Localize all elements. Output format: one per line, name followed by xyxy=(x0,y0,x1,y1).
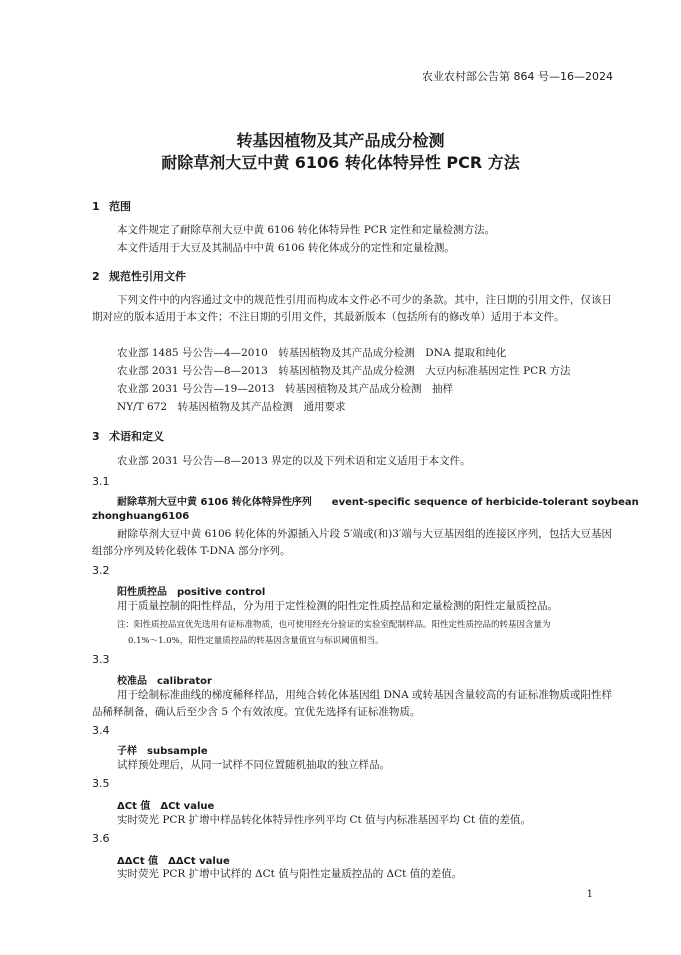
paragraph: 下列文件中的内容通过文中的规范性引用而构成本文件必不可少的条款。其中，注日期的引用文件，仅该日期对应的版本适用于本文件；不注日期的引用文件，其最新版本（包括所有的修改单）适用于本文件。 xyxy=(92,294,612,323)
subsection-number: 3.1 xyxy=(92,475,110,488)
section-title: 术语和定义 xyxy=(109,430,164,443)
section-number: 2 xyxy=(92,270,100,283)
section-2-heading xyxy=(92,268,186,284)
paragraph: 本文件适用于大豆及其制品中中黄 6106 转化体成分的定性和定量检测。 xyxy=(117,242,455,254)
note-line-2: 0.1%～1.0%，阳性定量质控品的转基因含量值宜与标识阈值相当。 xyxy=(128,636,384,646)
document-header: 农业农村部公告第 864 号—16—2024 xyxy=(422,70,613,83)
reference-item: NY/T 672 转基因植物及其产品检测 通用要求 xyxy=(117,401,346,413)
term-heading: ΔΔCt 值 ΔΔCt value xyxy=(117,856,230,867)
term-heading: 子样 subsample xyxy=(117,746,208,757)
term-heading: 耐除草剂大豆中黄 6106 转化体特异性序列 event-specific sequence of herbicide-tolerant soybean xyxy=(117,497,639,508)
term-heading: ΔCt 值 ΔCt value xyxy=(117,801,215,812)
subsection-number: 3.2 xyxy=(92,564,110,577)
definition: 实时荧光 PCR 扩增中试样的 ΔCt 值与阳性定量质控品的 ΔCt 值的差值。 xyxy=(117,868,463,880)
paragraph: 本文件规定了耐除草剂大豆中黄 6106 转化体特异性 PCR 定性和定量检测方法。 xyxy=(117,224,496,236)
section-title: 范围 xyxy=(109,200,131,213)
title-line-2: 耐除草剂大豆中黄 6106 转化体特异性 PCR 方法 xyxy=(161,153,520,172)
title-line-1: 转基因植物及其产品成分检测 xyxy=(236,131,445,150)
note-line-1: 注：阳性质控品宜优先选用有证标准物质，也可使用经充分验证的实验室配制样品。阳性定性质控品的转基因含量为 xyxy=(117,620,551,630)
term-heading: 阳性质控品 positive control xyxy=(117,587,266,598)
reference-item: 农业部 2031 号公告—8—2013 转基因植物及其产品成分检测 大豆内标准基因定性 PCR 方法 xyxy=(117,365,571,377)
section-1-heading xyxy=(92,198,131,214)
definition: 耐除草剂大豆中黄 6106 转化体的外源插入片段 5′端或(和)3′端与大豆基因组的连接区序列，包括大豆基因组部分序列及转化载体 T-DNA 部分序列。 xyxy=(92,528,612,557)
term-heading-continued: zhonghuang6106 xyxy=(92,511,190,522)
page-number: 1 xyxy=(586,889,593,900)
subsection-number: 3.6 xyxy=(92,832,110,845)
subsection-number: 3.3 xyxy=(92,653,110,666)
reference-item: 农业部 2031 号公告—19—2013 转基因植物及其产品成分检测 抽样 xyxy=(117,383,453,395)
subsection-number: 3.5 xyxy=(92,777,110,790)
definition: 用于绘制标准曲线的梯度稀释样品，用纯合转化体基因组 DNA 或转基因含量较高的有证标准物质或阳性样品稀释制备，确认后至少含 5 个有效浓度。宜优先选择有证标准物质。 xyxy=(92,689,612,718)
section-number: 1 xyxy=(92,200,100,213)
definition: 实时荧光 PCR 扩增中样品转化体特异性序列平均 Ct 值与内标准基因平均 Ct 值的差值。 xyxy=(117,814,532,826)
reference-item: 农业部 1485 号公告—4—2010 转基因植物及其产品成分检测 DNA 提取和纯化 xyxy=(117,347,507,359)
paragraph: 农业部 2031 号公告—8—2013 界定的以及下列术语和定义适用于本文件。 xyxy=(117,455,471,467)
definition: 用于质量控制的阳性样品，分为用于定性检测的阳性定性质控品和定量检测的阳性定量质控品。 xyxy=(117,600,558,612)
section-title: 规范性引用文件 xyxy=(109,270,186,283)
definition: 试样预处理后，从同一试样不同位置随机抽取的独立样品。 xyxy=(117,759,390,771)
subsection-number: 3.4 xyxy=(92,724,110,737)
term-heading: 校准品 calibrator xyxy=(117,676,212,687)
section-number: 3 xyxy=(92,430,100,443)
section-3-heading xyxy=(92,428,164,444)
